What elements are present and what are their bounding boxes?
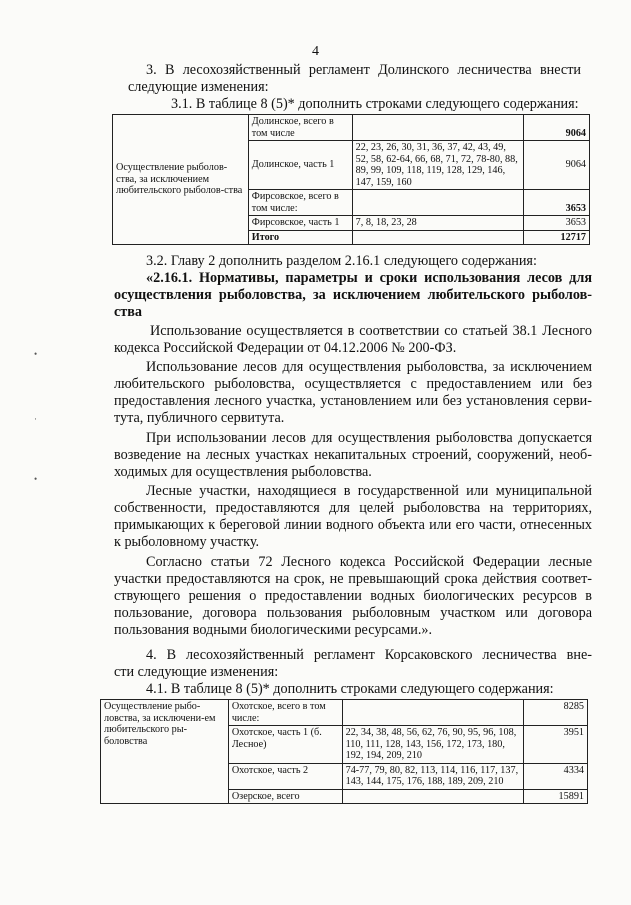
scan-speck: · — [34, 414, 37, 424]
s32-heading: 3.2. Главу 2 дополнить разделом 2.16.1 следующего содержания: — [146, 253, 537, 269]
total-area-cell: 12717 — [524, 230, 590, 245]
area-cell: 3653 — [524, 190, 590, 216]
para4-line3: примыкающих к береговой линии водного объекта или его части, отнесенных — [114, 517, 592, 533]
name-cell: Фирсовское, часть 1 — [248, 216, 352, 231]
numbers-cell: 7, 8, 18, 23, 28 — [352, 216, 523, 231]
numbers-cell: 22, 34, 38, 48, 56, 62, 76, 90, 95, 96, 108, 110, 111, 128, 143, 156, 172, 173, 180, 192, 194, 209, 210 — [342, 726, 523, 764]
area-cell: 9064 — [524, 141, 590, 190]
numbers-cell: 22, 23, 26, 30, 31, 36, 37, 42, 43, 49, 52, 58, 62-64, 66, 68, 71, 72, 78-80, 88, 89, 99, 109, 118, 119, 128, 129, 146, 147, 159, 160 — [352, 141, 523, 190]
area-cell: 15891 — [524, 789, 588, 804]
s4-sub-heading: 4.1. В таблице 8 (5)* дополнить строками следующего содержания: — [146, 681, 554, 697]
area-cell: 4334 — [524, 763, 588, 789]
total-label-cell: Итого — [248, 230, 352, 245]
table-korsakovskoe — [100, 699, 588, 804]
scan-speck: • — [34, 474, 38, 484]
table-dolinskoe — [112, 114, 590, 245]
page-number: 4 — [312, 44, 319, 59]
numbers-cell — [342, 700, 523, 726]
s32-title-line2: осуществления рыболовства, за исключением любительского рыболов- — [114, 287, 592, 303]
s3-line2: следующие изменения: — [128, 79, 269, 95]
numbers-cell — [352, 115, 523, 141]
s4-line1: 4. В лесохозяйственный регламент Корсаковского лесничества вне- — [146, 647, 592, 663]
para4-line2: собственности, предоставляются для целей рыболовства на территориях, — [114, 500, 592, 516]
scan-speck: • — [34, 349, 38, 359]
name-cell: Фирсовское, всего в том числе: — [248, 190, 352, 216]
s3-sub-heading: 3.1. В таблице 8 (5)* дополнить строками следующего содержания: — [171, 96, 579, 112]
para5-line4: пользование, договора пользования рыболовным участком или договора — [114, 605, 592, 621]
para2-line1: Использование лесов для осуществления рыболовства, за исключением — [146, 359, 592, 375]
area-cell: 3951 — [524, 726, 588, 764]
para4-line1: Лесные участки, находящиеся в государственной или муниципальной — [146, 483, 592, 499]
name-cell: Охотское, всего в том числе: — [228, 700, 342, 726]
para2-line3: предоставления лесного участка, установлением или без установления серви- — [114, 393, 592, 409]
para5-line3: ствующего решения о предоставлении водных биологических ресурсов в — [114, 588, 592, 604]
name-cell: Долинское, часть 1 — [248, 141, 352, 190]
para3-line2: возведение на лесных участках некапитальных строений, сооружений, необ- — [114, 447, 592, 463]
para1-line1: Использование осуществляется в соответствии со статьей 38.1 Лесного — [150, 323, 592, 339]
para5-line1: Согласно статьи 72 Лесного кодекса Российской Федерации лесные — [146, 554, 592, 570]
area-cell: 9064 — [524, 115, 590, 141]
para5-line5: пользования водными биологическими ресурсами.». — [114, 622, 433, 638]
para3-line1: При использовании лесов для осуществления рыболовства допускается — [146, 430, 592, 446]
name-cell: Озерское, всего — [228, 789, 342, 804]
s4-line2: сти следующие изменения: — [114, 664, 279, 680]
para3-line3: ходимых для осуществления рыболовства. — [114, 464, 372, 480]
numbers-cell — [352, 190, 523, 216]
s3-line1: 3. В лесохозяйственный регламент Долинского лесничества внести — [146, 62, 581, 78]
s32-title-line1: «2.16.1. Нормативы, параметры и сроки использования лесов для — [146, 270, 592, 286]
para1-line2: кодекса Российской Федерации от 04.12.2006 № 200-ФЗ. — [114, 340, 457, 356]
name-cell: Охотское, часть 2 — [228, 763, 342, 789]
numbers-cell: 74-77, 79, 80, 82, 113, 114, 116, 117, 137, 143, 144, 175, 176, 188, 189, 209, 210 — [342, 763, 523, 789]
purpose-cell: Осуществление рыбо-ловства, за исключени-ем любительского ры-боловства — [101, 700, 229, 804]
name-cell: Охотское, часть 1 (б. Лесное) — [228, 726, 342, 764]
purpose-cell: Осуществление рыболов-ства, за исключением любительского рыболов-ства — [113, 115, 249, 245]
para2-line2: любительского рыболовства, осуществляется с предоставлением или без — [114, 376, 592, 392]
numbers-cell — [352, 230, 523, 245]
table-row — [101, 700, 588, 726]
para2-line4: тута, публичного сервитута. — [114, 410, 285, 426]
area-cell: 3653 — [524, 216, 590, 231]
para5-line2: участки предоставляются на срок, не превышающий срока действия соответ- — [114, 571, 592, 587]
table-row — [113, 115, 590, 141]
s32-title-line3: ства — [114, 304, 143, 320]
name-cell: Долинское, всего в том числе — [248, 115, 352, 141]
numbers-cell — [342, 789, 523, 804]
para4-line4: к рыболовному участку. — [114, 534, 260, 550]
area-cell: 8285 — [524, 700, 588, 726]
